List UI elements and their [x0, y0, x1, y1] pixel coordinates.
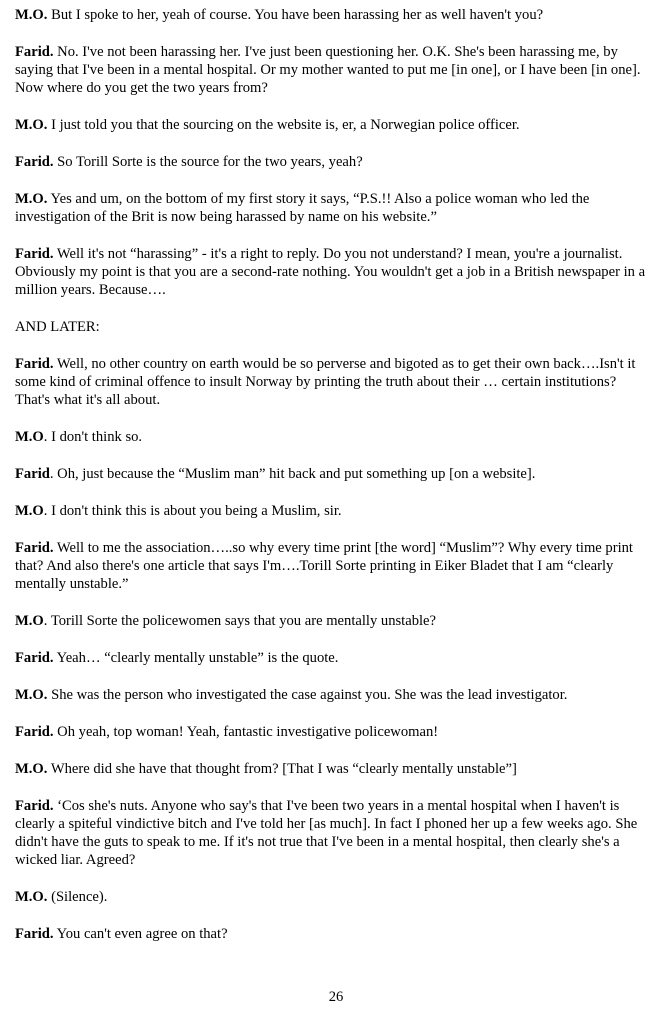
transcript-paragraph	[15, 797, 652, 869]
transcript-paragraph	[15, 612, 652, 630]
speaker-label: M.O	[15, 429, 44, 445]
transcript-paragraph	[15, 428, 652, 446]
speaker-label: Farid.	[15, 798, 54, 814]
transcript-paragraph	[15, 649, 652, 667]
transcript-paragraph	[15, 318, 652, 336]
speaker-label: Farid.	[15, 650, 54, 666]
speech-text: . Oh, just because the “Muslim man” hit back and put something up [on a website].	[49, 466, 536, 482]
speaker-label: M.O.	[15, 687, 48, 703]
transcript-paragraph	[15, 888, 652, 906]
transcript-paragraph	[15, 245, 652, 299]
speech-text: . I don't think this is about you being a Muslim, sir.	[43, 503, 342, 519]
speech-text: ‘Cos she's nuts. Anyone who say's that I've been two years in a mental hospital when I haven't is clearly a spiteful vindictive bitch and I've told her [as much]. In fact I phoned her up a few weeks ago. She didn't have the guts to speak to me. If it's not true that I've been in a mental hospital, then clearly she's a wicked liar. Agreed?	[15, 798, 638, 868]
speech-text: Well to me the association…..so why every time print [the word] “Muslim”? Why every time print that? And also there's one article that says I'm….Torill Sorte printing in Eiker Bladet that I am “clearly mentally unstable.”	[15, 540, 633, 592]
transcript-paragraph	[15, 760, 652, 778]
speech-text: Oh yeah, top woman! Yeah, fantastic investigative policewoman!	[53, 724, 439, 740]
speaker-label: M.O.	[15, 889, 48, 905]
speech-text: Yes and um, on the bottom of my first story it says, “P.S.!! Also a police woman who led the investigation of the Brit is now being harassed by name on his website.”	[15, 191, 590, 225]
speaker-label: Farid.	[15, 44, 54, 60]
speech-text: I just told you that the sourcing on the website is, er, a Norwegian police officer.	[47, 117, 520, 133]
speaker-label: M.O.	[15, 761, 48, 777]
transcript-paragraph	[15, 153, 652, 171]
speech-text: Well, no other country on earth would be so perverse and bigoted as to get their own back….Isn't it some kind of criminal offence to insult Norway by printing the truth about their … certain institutions? That's what it's all about.	[15, 356, 636, 408]
page-number: 26	[328, 989, 344, 1005]
transcript-paragraph	[15, 502, 652, 520]
speech-text: Well it's not “harassing” - it's a right to reply. Do you not understand? I mean, you're a journalist. Obviously my point is that you are a second-rate nothing. You wouldn't get a job in a British newspaper in a million years. Because….	[15, 246, 646, 298]
transcript-paragraph	[15, 6, 652, 24]
transcript	[15, 6, 652, 943]
speech-text: You can't even agree on that?	[53, 926, 228, 942]
speaker-label: Farid.	[15, 540, 54, 556]
speech-text: She was the person who investigated the case against you. She was the lead investigator.	[47, 687, 568, 703]
speaker-label: M.O	[15, 613, 44, 629]
speech-text: (Silence).	[47, 889, 108, 905]
speaker-label: Farid.	[15, 724, 54, 740]
transcript-paragraph	[15, 539, 652, 593]
speaker-label: M.O.	[15, 191, 48, 207]
speech-text: Yeah… “clearly mentally unstable” is the quote.	[53, 650, 339, 666]
transcript-paragraph	[15, 43, 652, 97]
speech-text: . Torill Sorte the policewomen says that you are mentally unstable?	[43, 613, 437, 629]
speech-text: Where did she have that thought from? [That I was “clearly mentally unstable”]	[47, 761, 517, 777]
transcript-paragraph	[15, 116, 652, 134]
speaker-label: M.O	[15, 503, 44, 519]
transcript-paragraph	[15, 355, 652, 409]
speech-text: So Torill Sorte is the source for the two years, yeah?	[53, 154, 363, 170]
speech-text: . I don't think so.	[43, 429, 143, 445]
speech-text: But I spoke to her, yeah of course. You have been harassing her as well haven't you?	[47, 7, 544, 23]
speaker-label: Farid.	[15, 154, 54, 170]
transcript-paragraph	[15, 190, 652, 226]
speaker-label: Farid.	[15, 246, 54, 262]
speaker-label: Farid.	[15, 356, 54, 372]
transcript-paragraph	[15, 723, 652, 741]
speech-text: AND LATER:	[15, 319, 100, 335]
transcript-paragraph	[15, 686, 652, 704]
speaker-label: M.O.	[15, 7, 48, 23]
transcript-paragraph	[15, 465, 652, 483]
speaker-label: Farid	[15, 466, 50, 482]
speech-text: No. I've not been harassing her. I've just been questioning her. O.K. She's been harassing me, by saying that I've been in a mental hospital. Or my mother wanted to put me [in one], or I have been [in one]. Now where do you get the two years from?	[15, 44, 641, 96]
speaker-label: M.O.	[15, 117, 48, 133]
speaker-label: Farid.	[15, 926, 54, 942]
transcript-paragraph	[15, 925, 652, 943]
